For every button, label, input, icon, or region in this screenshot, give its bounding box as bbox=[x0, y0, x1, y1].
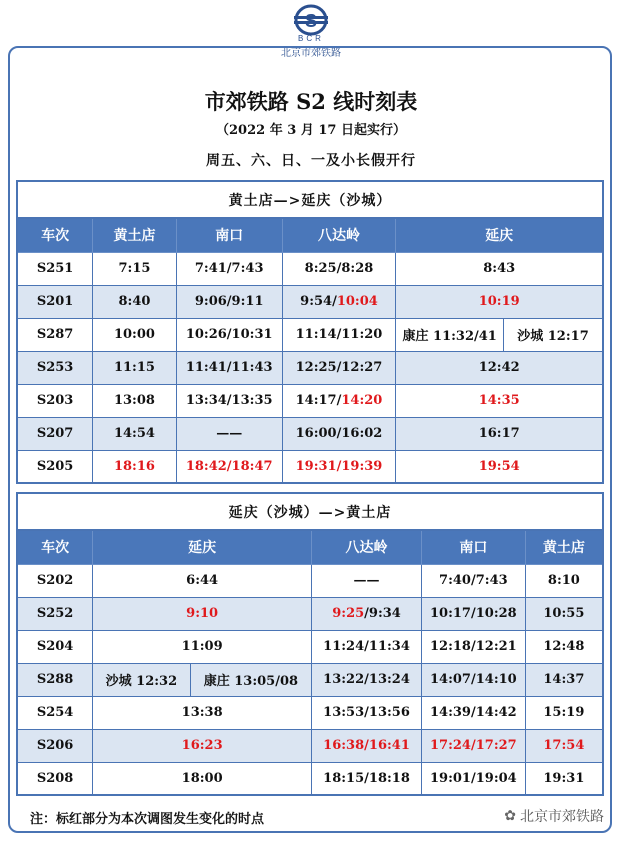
badaling-time bbox=[312, 630, 422, 663]
col-header-train: 车次 bbox=[17, 530, 93, 564]
time-fragment: 12:25/12:27 bbox=[295, 360, 383, 375]
col-header-nankou: 南口 bbox=[176, 218, 282, 252]
bcr-emblem-icon bbox=[291, 4, 331, 36]
nankou-time: 7:40/7:43 bbox=[421, 564, 525, 597]
huangtudian-time: 12:48 bbox=[525, 630, 603, 663]
badaling-time bbox=[282, 450, 396, 483]
col-header-yanqing: 延庆 bbox=[396, 218, 603, 252]
outbound-direction: 黄土店—>延庆（沙城） bbox=[17, 181, 603, 218]
badaling-time bbox=[282, 252, 396, 285]
table-row bbox=[17, 351, 603, 384]
time-fragment: 13:22/13:24 bbox=[323, 672, 410, 687]
train-number: S287 bbox=[17, 318, 93, 351]
nankou-time: 14:39/14:42 bbox=[421, 696, 525, 729]
time-fragment: —— bbox=[353, 573, 380, 588]
time-fragment: 9:54/ bbox=[300, 294, 337, 309]
shacheng-time: 沙城 12:32 bbox=[93, 663, 191, 696]
watermark bbox=[504, 806, 604, 826]
train-number: S202 bbox=[17, 564, 93, 597]
page-title: 市郊铁路 S2 线时刻表 bbox=[204, 89, 418, 114]
huangtudian-time: 8:10 bbox=[525, 564, 603, 597]
train-number: S204 bbox=[17, 630, 93, 663]
train-number: S253 bbox=[17, 351, 93, 384]
huangtudian-time: 17:54 bbox=[525, 729, 603, 762]
huangtudian-time: 15:19 bbox=[525, 696, 603, 729]
nankou-time: 10:17/10:28 bbox=[421, 597, 525, 630]
badaling-time bbox=[282, 285, 396, 318]
huangtudian-time: 18:16 bbox=[93, 450, 177, 483]
train-number: S251 bbox=[17, 252, 93, 285]
huangtudian-time: 8:40 bbox=[93, 285, 177, 318]
time-fragment: /9:34 bbox=[364, 606, 401, 621]
huangtudian-time: 19:31 bbox=[525, 762, 603, 795]
badaling-time bbox=[282, 351, 396, 384]
time-fragment: 14:20 bbox=[341, 393, 383, 408]
yanqing-time: 12:42 bbox=[396, 351, 603, 384]
nankou-time: 10:26/10:31 bbox=[176, 318, 282, 351]
huangtudian-time: 10:55 bbox=[525, 597, 603, 630]
inbound-timetable bbox=[16, 492, 604, 796]
time-fragment: 11:14/11:20 bbox=[295, 327, 383, 342]
outbound-timetable bbox=[16, 180, 604, 484]
huangtudian-time: 11:15 bbox=[93, 351, 177, 384]
time-fragment: 8:25/8:28 bbox=[304, 261, 374, 276]
table-row bbox=[17, 630, 603, 663]
col-header-huangtudian: 黄土店 bbox=[525, 530, 603, 564]
train-number: S288 bbox=[17, 663, 93, 696]
col-header-yanqing: 延庆 bbox=[93, 530, 312, 564]
nankou-time: 7:41/7:43 bbox=[176, 252, 282, 285]
yanqing-time: 19:54 bbox=[396, 450, 603, 483]
table-row bbox=[17, 762, 603, 795]
nankou-time: 19:01/19:04 bbox=[421, 762, 525, 795]
nankou-time: 11:41/11:43 bbox=[176, 351, 282, 384]
nankou-time: 9:06/9:11 bbox=[176, 285, 282, 318]
train-number: S201 bbox=[17, 285, 93, 318]
outbound-header-row bbox=[17, 218, 603, 252]
col-header-train: 车次 bbox=[17, 218, 93, 252]
yanqing-time: 8:43 bbox=[396, 252, 603, 285]
yanqing-time: 11:09 bbox=[93, 630, 312, 663]
table-row bbox=[17, 597, 603, 630]
table-row bbox=[17, 696, 603, 729]
wechat-icon: ✿ bbox=[504, 808, 516, 824]
shacheng-time: 沙城 12:17 bbox=[503, 318, 603, 351]
nankou-time: —— bbox=[176, 417, 282, 450]
service-days: 周五、六、日、一及小长假开行 bbox=[206, 153, 416, 169]
effective-date: （2022 年 3 月 17 日起实行） bbox=[216, 123, 406, 138]
huangtudian-time: 14:54 bbox=[93, 417, 177, 450]
kangzhuang-time: 康庄 11:32/41 bbox=[396, 318, 504, 351]
train-number: S203 bbox=[17, 384, 93, 417]
time-fragment: 9:25 bbox=[332, 606, 365, 621]
nankou-time: 12:18/12:21 bbox=[421, 630, 525, 663]
yanqing-time: 9:10 bbox=[93, 597, 312, 630]
badaling-time bbox=[282, 417, 396, 450]
badaling-time bbox=[312, 729, 422, 762]
nankou-time: 17:24/17:27 bbox=[421, 729, 525, 762]
badaling-time bbox=[312, 762, 422, 795]
inbound-header-row bbox=[17, 530, 603, 564]
time-fragment: 13:53/13:56 bbox=[323, 705, 410, 720]
table-row bbox=[17, 384, 603, 417]
badaling-time bbox=[312, 663, 422, 696]
nankou-time: 13:34/13:35 bbox=[176, 384, 282, 417]
col-header-badaling: 八达岭 bbox=[282, 218, 396, 252]
huangtudian-time: 10:00 bbox=[93, 318, 177, 351]
nankou-time: 14:07/14:10 bbox=[421, 663, 525, 696]
time-fragment: 19:31/19:39 bbox=[295, 458, 383, 474]
train-number: S206 bbox=[17, 729, 93, 762]
inbound-direction: 延庆（沙城）—>黄土店 bbox=[17, 493, 603, 530]
footnote: 注：标红部分为本次调图发生变化的时点 bbox=[30, 812, 265, 827]
badaling-time bbox=[312, 597, 422, 630]
svg-text:S: S bbox=[304, 11, 318, 31]
table-row bbox=[17, 285, 603, 318]
table-row bbox=[17, 564, 603, 597]
huangtudian-time: 14:37 bbox=[525, 663, 603, 696]
nankou-time: 18:42/18:47 bbox=[176, 450, 282, 483]
train-number: S254 bbox=[17, 696, 93, 729]
huangtudian-time: 7:15 bbox=[93, 252, 177, 285]
yanqing-time: 6:44 bbox=[93, 564, 312, 597]
yanqing-time: 16:17 bbox=[396, 417, 603, 450]
table-row bbox=[17, 450, 603, 483]
yanqing-time: 10:19 bbox=[396, 285, 603, 318]
time-fragment: 18:15/18:18 bbox=[323, 770, 410, 786]
time-fragment: 11:24/11:34 bbox=[323, 639, 410, 654]
logo-org-name: 北京市郊铁路 bbox=[281, 48, 341, 59]
table-row bbox=[17, 252, 603, 285]
time-fragment: 16:38/16:41 bbox=[323, 738, 410, 753]
col-header-nankou: 南口 bbox=[421, 530, 525, 564]
yanqing-time: 16:23 bbox=[93, 729, 312, 762]
time-fragment: 14:17/ bbox=[295, 393, 342, 408]
badaling-time bbox=[312, 696, 422, 729]
yanqing-time: 14:35 bbox=[396, 384, 603, 417]
time-fragment: 10:04 bbox=[336, 294, 378, 309]
logo-abbr: BCR bbox=[298, 34, 324, 43]
huangtudian-time: 13:08 bbox=[93, 384, 177, 417]
watermark-text: 北京市郊铁路 bbox=[520, 809, 604, 825]
badaling-time bbox=[282, 384, 396, 417]
table-row bbox=[17, 663, 603, 696]
yanqing-time: 18:00 bbox=[93, 762, 312, 795]
badaling-time bbox=[282, 318, 396, 351]
yanqing-time: 13:38 bbox=[93, 696, 312, 729]
train-number: S208 bbox=[17, 762, 93, 795]
badaling-time bbox=[312, 564, 422, 597]
kangzhuang-time: 康庄 13:05/08 bbox=[190, 663, 311, 696]
table-row bbox=[17, 417, 603, 450]
time-fragment: 16:00/16:02 bbox=[295, 426, 383, 441]
table-row bbox=[17, 318, 603, 351]
col-header-huangtudian: 黄土店 bbox=[93, 218, 177, 252]
col-header-badaling: 八达岭 bbox=[312, 530, 422, 564]
train-number: S205 bbox=[17, 450, 93, 483]
train-number: S252 bbox=[17, 597, 93, 630]
table-row bbox=[17, 729, 603, 762]
train-number: S207 bbox=[17, 417, 93, 450]
